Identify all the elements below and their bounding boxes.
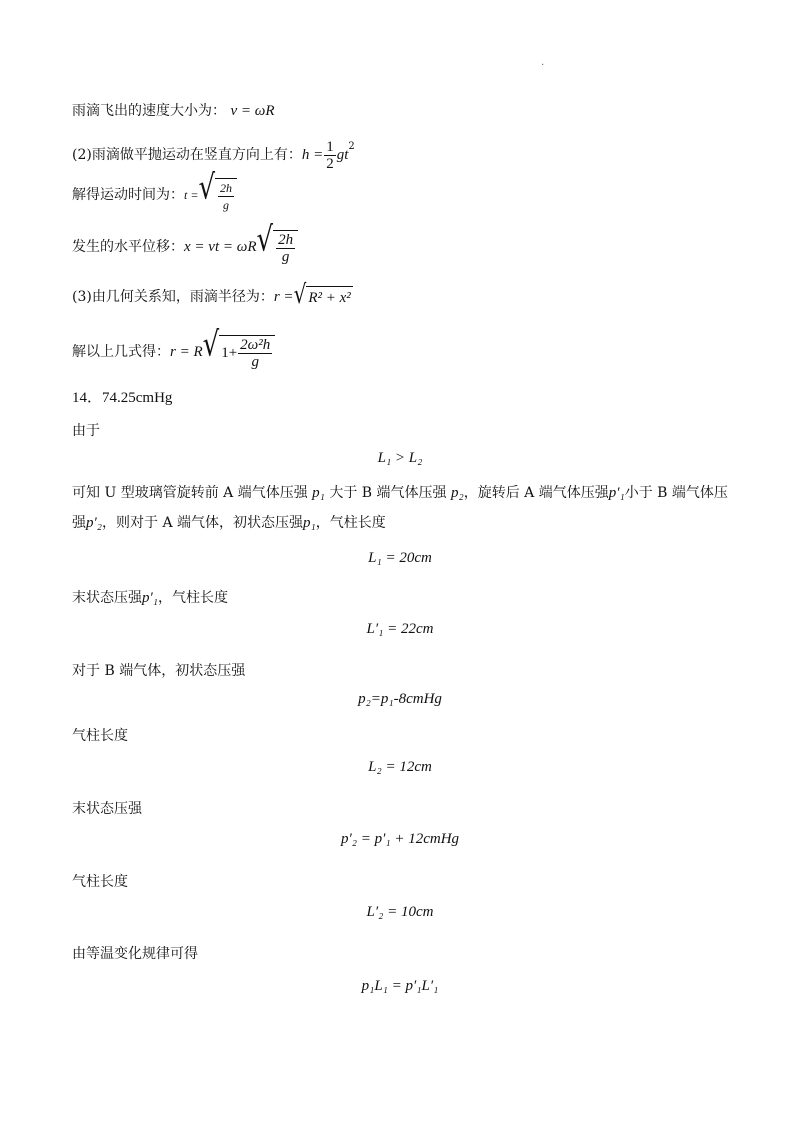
displacement-numerator: 2h: [278, 231, 294, 248]
displacement-fraction: [276, 232, 295, 265]
because-text: 由于: [72, 423, 100, 439]
paragraph-part: 小于 B 端气体压: [624, 485, 728, 501]
time-text: 解得运动时间为：: [72, 187, 184, 203]
vertical-motion-text: (2)雨滴做平抛运动在竖直方向上有：: [72, 147, 302, 163]
paragraph-part: 可知 U 型玻璃管旋转前 A 端气体压强: [72, 485, 313, 501]
equation-p2-prime-value: p′₂ = p′₁ + 12cmHg: [340, 831, 460, 847]
p1-prime-symbol: p′₁: [608, 485, 625, 501]
displacement-denominator: g: [281, 248, 290, 265]
time-line: [72, 168, 237, 215]
result-numerator: 2ω²h: [240, 336, 271, 353]
p1-symbol: p₁: [303, 515, 316, 531]
time-sqrt: [198, 168, 237, 213]
result-formula-left: r = R: [170, 344, 203, 360]
p1-prime-symbol: p′₁: [142, 590, 158, 606]
equation-l2-value: L₂ = 12cm: [368, 759, 432, 775]
question-14-heading: 14．74.25cmHg: [72, 390, 173, 406]
radius-formula-left: r =: [273, 289, 294, 305]
final-state-label: 末状态压强: [72, 590, 142, 606]
radius-geometry-text: (3)由几何关系知，雨滴半径为：: [72, 289, 274, 305]
paragraph-part: 强: [72, 515, 86, 531]
equation-l1-greater-l2: L₁ > L₂: [377, 450, 423, 466]
velocity-line: [72, 101, 275, 121]
paragraph-part: 大于 B 端气体压强: [324, 485, 451, 501]
sqrt-sign: √: [293, 278, 307, 310]
displacement-text: 发生的水平位移：: [72, 239, 184, 255]
header-mark: ·: [541, 60, 545, 71]
height-formula-left: h =: [301, 147, 324, 163]
displacement-formula-left: x = vt = ωR: [184, 239, 257, 255]
paragraph-part: ，气柱长度: [315, 515, 386, 531]
sqrt-sign: √: [256, 220, 274, 260]
half-fraction: [324, 139, 336, 172]
result-text: 解以上几式得：: [72, 344, 170, 360]
sqrt-sign: √: [202, 325, 220, 365]
a-final-state-line: [72, 588, 228, 608]
equation-p2-value: p₂=p₁-8cmHg: [358, 691, 442, 707]
paragraph-part: ，旋转后 A 端气体压强: [463, 485, 609, 501]
b-final-state-label: 末状态压强: [72, 801, 142, 817]
p2-prime-symbol: p′₂: [86, 515, 102, 531]
half-denominator: 2: [326, 155, 334, 172]
time-denominator: g: [223, 197, 230, 212]
radius-sqrt: [293, 278, 353, 310]
column-length-label: ，气柱长度: [158, 590, 228, 606]
equation-l1-prime-value: L′₁ = 22cm: [366, 621, 434, 637]
time-formula-left: t =: [184, 188, 199, 202]
radius-geometry-line: [72, 278, 353, 310]
equation-l1-value: L₁ = 20cm: [368, 550, 432, 566]
result-line: [72, 325, 275, 374]
height-formula-right: gt: [336, 147, 349, 163]
pressure-paragraph: [72, 478, 732, 538]
equation-isothermal: p₁L₁ = p′₁L′₁: [361, 978, 439, 994]
paragraph-part: ，则对于 A 端气体，初状态压强: [102, 515, 304, 531]
radius-radicand: R² + x²: [306, 286, 352, 308]
result-sqrt: [202, 325, 276, 370]
p2-symbol: p₂: [450, 485, 464, 501]
square-exponent: 2: [348, 141, 355, 152]
velocity-text: 雨滴飞出的速度大小为：: [72, 103, 226, 119]
time-numerator: 2h: [220, 180, 233, 195]
b-length-label: 气柱长度: [72, 728, 128, 744]
b-length-label-2: 气柱长度: [72, 874, 128, 890]
isothermal-law-text: 由等温变化规律可得: [72, 946, 198, 962]
result-fraction: [238, 337, 272, 370]
velocity-formula: v = ωR: [230, 103, 275, 119]
time-fraction: [218, 180, 234, 213]
half-numerator: 1: [326, 138, 334, 155]
result-radicand-prefix: 1+: [221, 345, 238, 361]
result-denominator: g: [251, 353, 259, 370]
displacement-line: [72, 220, 298, 268]
displacement-sqrt: [256, 220, 298, 265]
b-initial-state-line: 对于 B 端气体，初状态压强: [72, 663, 246, 679]
p1-symbol: p₁: [312, 485, 325, 501]
equation-l2-prime-value: L′₂ = 10cm: [366, 904, 434, 920]
sqrt-sign: √: [198, 168, 216, 208]
